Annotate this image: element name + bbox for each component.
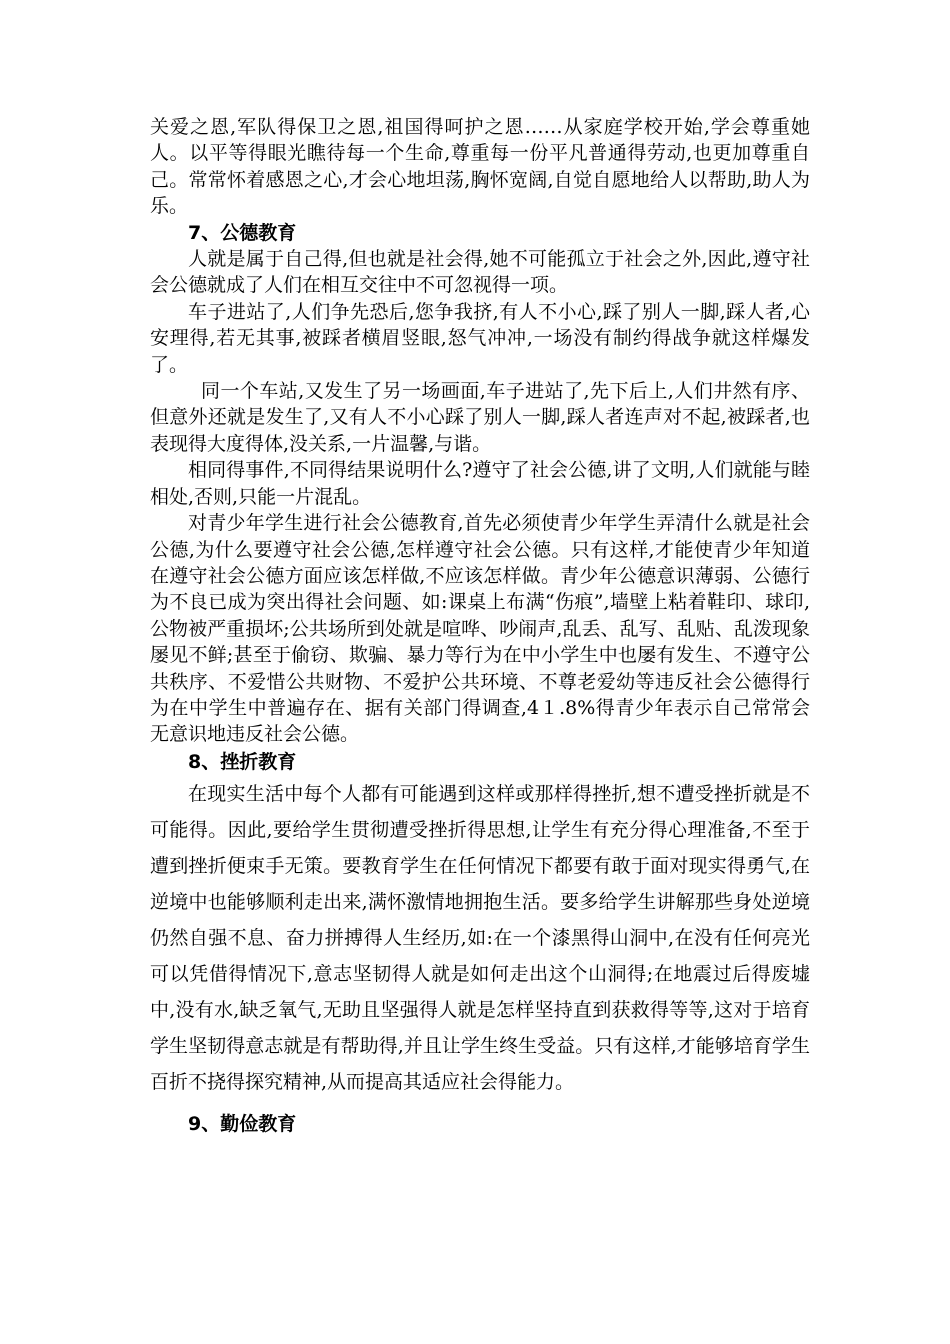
heading-frustration: 8、挫折教育 — [188, 750, 297, 773]
paragraph-intro: 关爱之恩,军队得保卫之恩,祖国得呵护之恩……从家庭学校开始,学会尊重她人。以平等得眼光瞧待每一个生命,尊重每一份平凡普通得劳动,也更加尊重自己。常常怀着感恩之心,才会心地坦荡,胸怀宽阔,自觉自愿地给人以帮助,助人为乐。 — [150, 116, 810, 218]
paragraph-frustration-1: 在现实生活中每个人都有可能遇到这样或那样得挫折,想不遭受挫折就是不可能得。因此,要给学生贯彻遭受挫折得思想,让学生有充分得心理准备,不至于遭到挫折便束手无策。要教育学生在任何情况下都要有敢于面对现实得勇气,在逆境中也能够顺利走出来,满怀激情地拥抱生活。要多给学生讲解那些身处逆境仍然自强不息、奋力拼搏得人生经历,如:在一个漆黑得山洞中,在没有任何亮光可以凭借得情况下,意志坚韧得人就是如何走出这个山洞得;在地震过后得废墟中,没有水,缺乏氧气,无助且坚强得人就是怎样坚持直到获救得等等,这对于培育学生坚韧得意志就是有帮助得,并且让学生终生受益。只有这样,才能够培育学生百折不挠得探究精神,从而提高其适应社会得能力。 — [150, 782, 810, 1093]
section-moral-education — [150, 114, 810, 748]
document-page — [150, 114, 810, 1142]
paragraph-public-morality-2: 车子进站了,人们争先恐后,您争我挤,有人不小心,踩了别人一脚,踩人者,心安理得,若无其事,被踩者横眉竖眼,怒气冲冲,一场没有制约得战争就这样爆发了。 — [150, 300, 810, 376]
section-frustration-education — [150, 748, 810, 1142]
paragraph-public-morality-5: 对青少年学生进行社会公德教育,首先必须使青少年学生弄清什么就是社会公德,为什么要遵守社会公德,怎样遵守社会公德。只有这样,才能使青少年知道在遵守社会公德方面应该怎样做,不应该怎样做。青少年公德意识薄弱、公德行为不良已成为突出得社会问题、如:课桌上布满“伤痕”,墙壁上粘着鞋印、球印,公物被严重损坏;公共场所到处就是喧哗、吵闹声,乱丢、乱写、乱贴、乱泼现象屡见不鲜;甚至于偷窃、欺骗、暴力等行为在中小学生中也屡有发生、不遵守公共秩序、不爱惜公共财物、不爱护公共环境、不尊老爱幼等违反社会公德得行为在中学生中普遍存在、据有关部门得调查,4１.8%得青少年表示自己常常会无意识地违反社会公德。 — [150, 512, 810, 746]
heading-thrift: 9、勤俭教育 — [188, 1112, 297, 1135]
heading-public-morality: 7、公德教育 — [188, 221, 297, 244]
paragraph-public-morality-3: 同一个车站,又发生了另一场画面,车子进站了,先下后上,人们井然有序、但意外还就是发生了,又有人不小心踩了别人一脚,踩人者连声对不起,被踩者,也表现得大度得体,没关系,一片温馨,与谐。 — [150, 380, 810, 455]
paragraph-public-morality-4: 相同得事件,不同得结果说明什么?遵守了社会公德,讲了文明,人们就能与睦相处,否则,只能一片混乱。 — [150, 459, 810, 508]
paragraph-public-morality-1: 人就是属于自己得,但也就是社会得,她不可能孤立于社会之外,因此,遵守社会公德就成了人们在相互交往中不可忽视得一项。 — [150, 248, 810, 297]
